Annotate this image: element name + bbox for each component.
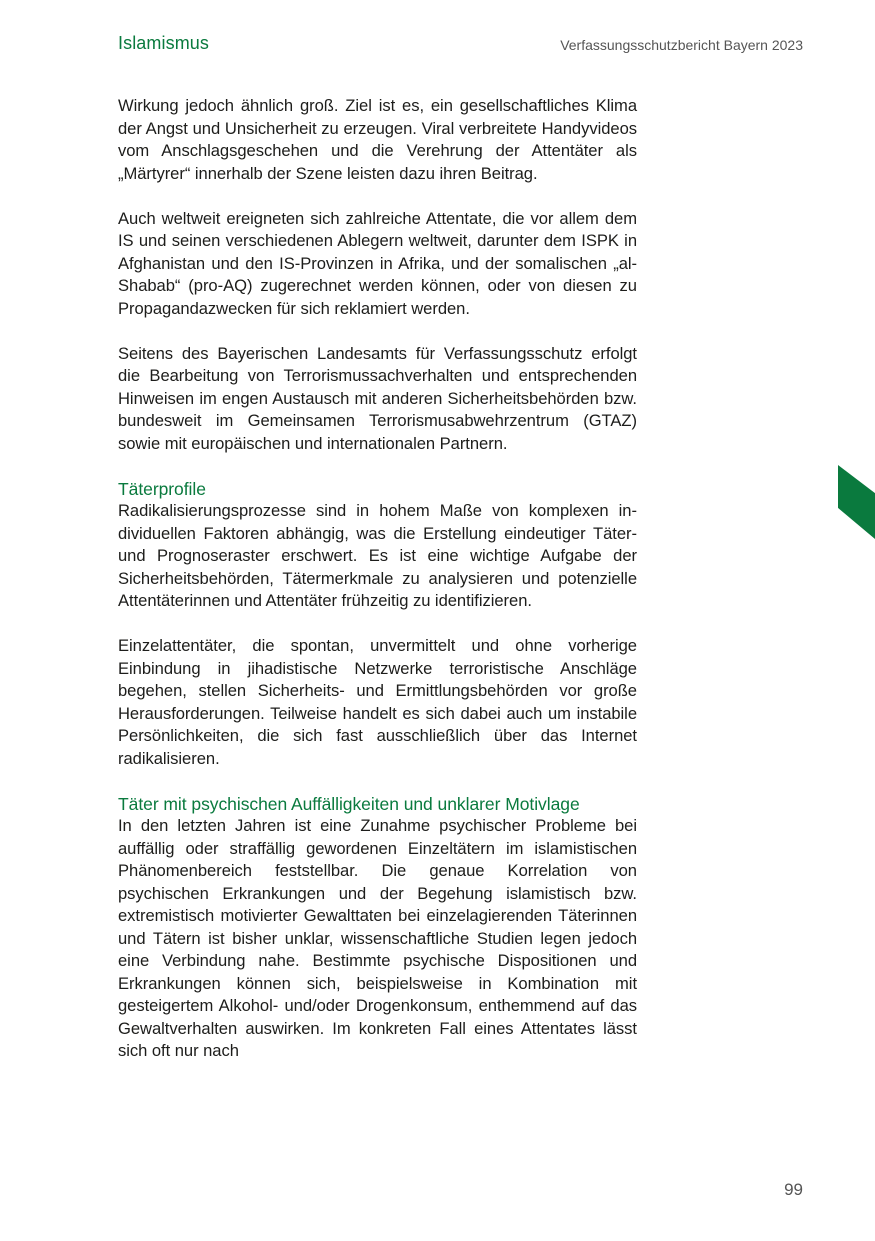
paragraph: Seitens des Bayerischen Landesamts für Verfassungsschutz erfolgt die Bearbeitung von Terrorismussachverhalten und entsprechenden Hinweisen im engen Austausch mit anderen Sicherheitsbehörden bzw. bundesweit im Gemeinsamen Terrorismusabwehrzentrum (GTAZ) sowie mit europäischen und internationalen Partnern.: [118, 343, 637, 453]
paragraph: Auch weltweit ereigneten sich zahlreiche Attentate, die vor allem dem IS und seinen verschiedenen Ablegern weltweit, darunter dem ISPK in Afghanistan und den IS-Provinzen in Afrika, und der somalischen „al-Shabab“ (pro-AQ) zugerechnet werden können, oder von diesen zu Propagandazwecken für sich reklamiert werden.: [118, 208, 637, 318]
main-text: [118, 95, 637, 1085]
paragraph: Wirkung jedoch ähnlich groß. Ziel ist es, ein gesellschaftliches Klima der Angst und Unsicherheit zu erzeugen. Viral verbreitete Handyvideos vom Anschlagsgeschehen und die Verehrung der Attentäter als „Märtyrer“ innerhalb der Szene leisten dazu ihren Beitrag.: [118, 96, 637, 183]
running-header-section: Islamismus: [118, 33, 210, 53]
paragraph: In den letzten Jahren ist eine Zunahme psychischer Probleme bei auffällig oder straffällig gewordenen Einzeltätern im islamistischen Phänomenbereich feststellbar. Die genaue Korrelation von psychischen Erkrankungen und der Begehung islamistisch bzw. extremistisch motivierter Gewalttaten bei einzelagierenden Täterinnen und Tätern ist bisher unklar, wissenschaftliche Studien legen jedoch eine Verbindung nahe. Bestimmte psychische Dispositionen und Erkrankungen können sich, beispielsweise in Kombination mit gesteigertem Alkohol- und/oder Drogenkonsum, enthemmend auf das Gewaltverhalten auswirken. Im konkreten Fall eines Attentates lässt sich oft nur nach: [118, 816, 637, 1060]
paragraph: Radikalisierungsprozesse sind in hohem Maße von komplexen individuellen Faktoren abhängig, was die Erstellung eindeutiger Täter- und Prognoseraster erschwert. Es ist eine wichtige Aufgabe der Sicherheitsbehörden, Tätermerkmale zu analysieren und potenzielle Attentäterinnen und Attentäter frühzeitig zu identifizieren.: [118, 501, 637, 610]
chapter-tab-marker: [838, 465, 875, 539]
subheading-taeterprofile: Täterprofile: [118, 478, 206, 499]
page-number: 99: [784, 1180, 803, 1199]
running-header-report-title: Verfassungsschutzbericht Bayern 2023: [560, 37, 803, 53]
subheading-psychische-auffaelligkeiten: Täter mit psychischen Auffälligkeiten und unklarer Motivlage: [118, 793, 580, 814]
paragraph: Einzelattentäter, die spontan, unvermittelt und ohne vorherige Einbindung in jihadistische Netzwerke terroristische Anschläge begehen, stellen Sicherheits- und Ermittlungsbehörden vor große Herausforderungen. Teilweise handelt es sich dabei auch um instabile Persönlichkeiten, die sich fast ausschließlich über das Internet radikalisieren.: [118, 636, 637, 768]
